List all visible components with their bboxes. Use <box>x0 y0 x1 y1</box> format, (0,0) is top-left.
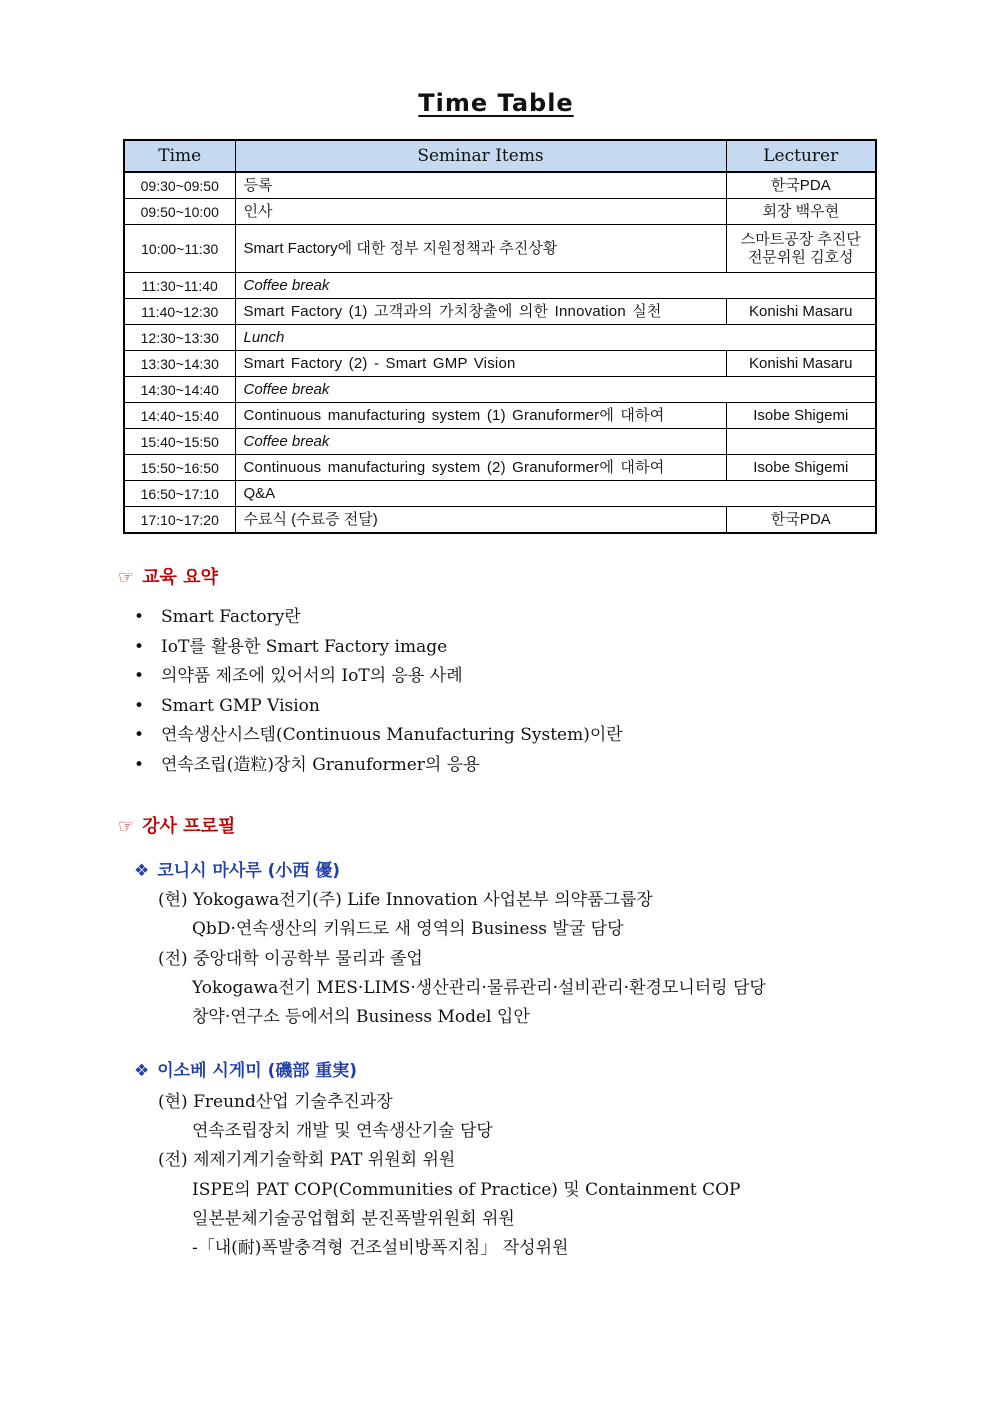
lecturer-cell: 한국PDA <box>726 172 876 199</box>
page-title: Time Table <box>418 89 574 117</box>
table-row <box>124 273 876 299</box>
table-row <box>124 325 876 351</box>
item-cell: Q&A <box>235 481 876 507</box>
speaker-1-line: (전) 중앙대학 이공학부 물리과 졸업 <box>158 949 423 969</box>
item-cell: 수료식 (수료증 전달) <box>235 507 726 534</box>
summary-heading-text: 교육 요약 <box>142 567 218 588</box>
speaker-name-text: 코니시 마사루 (小西 優) <box>157 861 341 881</box>
table-row <box>124 481 876 507</box>
item-cell: 등록 <box>235 172 726 199</box>
list-item: • 연속생산시스템(Continuous Manufacturing System)이란 <box>134 721 623 751</box>
table-row <box>124 455 876 481</box>
header-lecturer: Lecturer <box>726 140 876 172</box>
list-item: • Smart GMP Vision <box>134 692 623 722</box>
speaker-1-line: (현) Yokogawa전기(주) Life Innovation 사업본부 의약품그룹장 <box>158 890 653 910</box>
speaker-2-line: (현) Freund산업 기술추진과장 <box>158 1092 393 1112</box>
list-item: • IoT를 활용한 Smart Factory image <box>134 633 623 663</box>
lecturer-line-2: 전문위원 김호성 <box>747 248 854 266</box>
table-row <box>124 351 876 377</box>
list-item: • Smart Factory란 <box>134 603 623 633</box>
lecturer-cell: Isobe Shigemi <box>726 403 876 429</box>
table-row <box>124 507 876 534</box>
item-cell: Smart Factory (2) - Smart GMP Vision <box>235 351 726 377</box>
time-cell: 15:40~15:50 <box>124 429 235 455</box>
time-cell: 13:30~14:30 <box>124 351 235 377</box>
list-item: • 연속조립(造粒)장치 Granuformer의 응용 <box>134 751 623 781</box>
time-cell: 12:30~13:30 <box>124 325 235 351</box>
speaker-1-line: QbD·연속생산의 키워드로 새 영역의 Business 발굴 담당 <box>192 919 624 939</box>
speaker-2-name <box>134 1056 357 1081</box>
summary-list <box>134 603 623 780</box>
time-cell: 11:40~12:30 <box>124 299 235 325</box>
time-cell: 14:30~14:40 <box>124 377 235 403</box>
item-cell: Coffee break <box>235 273 876 299</box>
time-table <box>123 139 877 534</box>
speaker-1-line: Yokogawa전기 MES·LIMS·생산관리·물류관리·설비관리·환경모니터링 담당 <box>192 978 766 998</box>
table-row <box>124 199 876 225</box>
lecturer-cell <box>726 429 876 455</box>
item-cell: Continuous manufacturing system (1) Granuformer에 대하여 <box>235 403 726 429</box>
time-cell: 11:30~11:40 <box>124 273 235 299</box>
table-row <box>124 377 876 403</box>
table-header-row <box>124 140 876 172</box>
time-cell: 09:50~10:00 <box>124 199 235 225</box>
item-cell: Lunch <box>235 325 876 351</box>
item-cell: Smart Factory에 대한 정부 지원정책과 추진상황 <box>235 225 726 273</box>
time-cell: 14:40~15:40 <box>124 403 235 429</box>
profile-heading-text: 강사 프로필 <box>142 816 236 837</box>
pointing-hand-icon: ☞ <box>118 567 135 588</box>
speaker-name-text: 이소베 시게미 (磯部 重実) <box>157 1061 358 1081</box>
item-cell: Coffee break <box>235 377 876 403</box>
profile-heading <box>118 812 235 838</box>
diamond-bullet-icon: ❖ <box>134 861 150 881</box>
lecturer-cell: 회장 백우현 <box>726 199 876 225</box>
time-cell: 09:30~09:50 <box>124 172 235 199</box>
speaker-2-line: 연속조립장치 개발 및 연속생산기술 담당 <box>192 1121 493 1141</box>
speaker-2-line: ISPE의 PAT COP(Communities of Practice) 및 Containment COP <box>192 1180 741 1200</box>
header-seminar-items: Seminar Items <box>235 140 726 172</box>
time-cell: 16:50~17:10 <box>124 481 235 507</box>
diamond-bullet-icon: ❖ <box>134 1061 150 1081</box>
speaker-1-line: 창약·연구소 등에서의 Business Model 입안 <box>192 1007 530 1027</box>
time-cell: 10:00~11:30 <box>124 225 235 273</box>
pointing-hand-icon: ☞ <box>118 816 135 837</box>
summary-heading <box>118 563 218 589</box>
speaker-2-line: (전) 제제기계기술학회 PAT 위원회 위원 <box>158 1150 456 1170</box>
table-row <box>124 172 876 199</box>
lecturer-cell: Konishi Masaru <box>726 299 876 325</box>
speaker-2-line: 일본분체기술공업협회 분진폭발위원회 위원 <box>192 1209 515 1229</box>
speaker-1-name <box>134 856 340 881</box>
table-row <box>124 403 876 429</box>
lecturer-cell: Konishi Masaru <box>726 351 876 377</box>
table-row <box>124 299 876 325</box>
table-row <box>124 225 876 273</box>
item-cell: 인사 <box>235 199 726 225</box>
lecturer-cell: 한국PDA <box>726 507 876 534</box>
lecturer-cell: Isobe Shigemi <box>726 455 876 481</box>
item-cell: Smart Factory (1) 고객과의 가치창출에 의한 Innovation 실천 <box>235 299 726 325</box>
lecturer-line-1: 스마트공장 추진단 <box>740 230 861 248</box>
item-cell: Continuous manufacturing system (2) Granuformer에 대하여 <box>235 455 726 481</box>
header-time: Time <box>124 140 235 172</box>
speaker-2-line: -「내(耐)폭발충격형 건조설비방폭지침」 작성위원 <box>192 1238 569 1258</box>
table-row <box>124 429 876 455</box>
time-cell: 15:50~16:50 <box>124 455 235 481</box>
time-cell: 17:10~17:20 <box>124 507 235 534</box>
lecturer-cell <box>726 225 876 273</box>
list-item: • 의약품 제조에 있어서의 IoT의 응용 사례 <box>134 662 623 692</box>
item-cell: Coffee break <box>235 429 726 455</box>
